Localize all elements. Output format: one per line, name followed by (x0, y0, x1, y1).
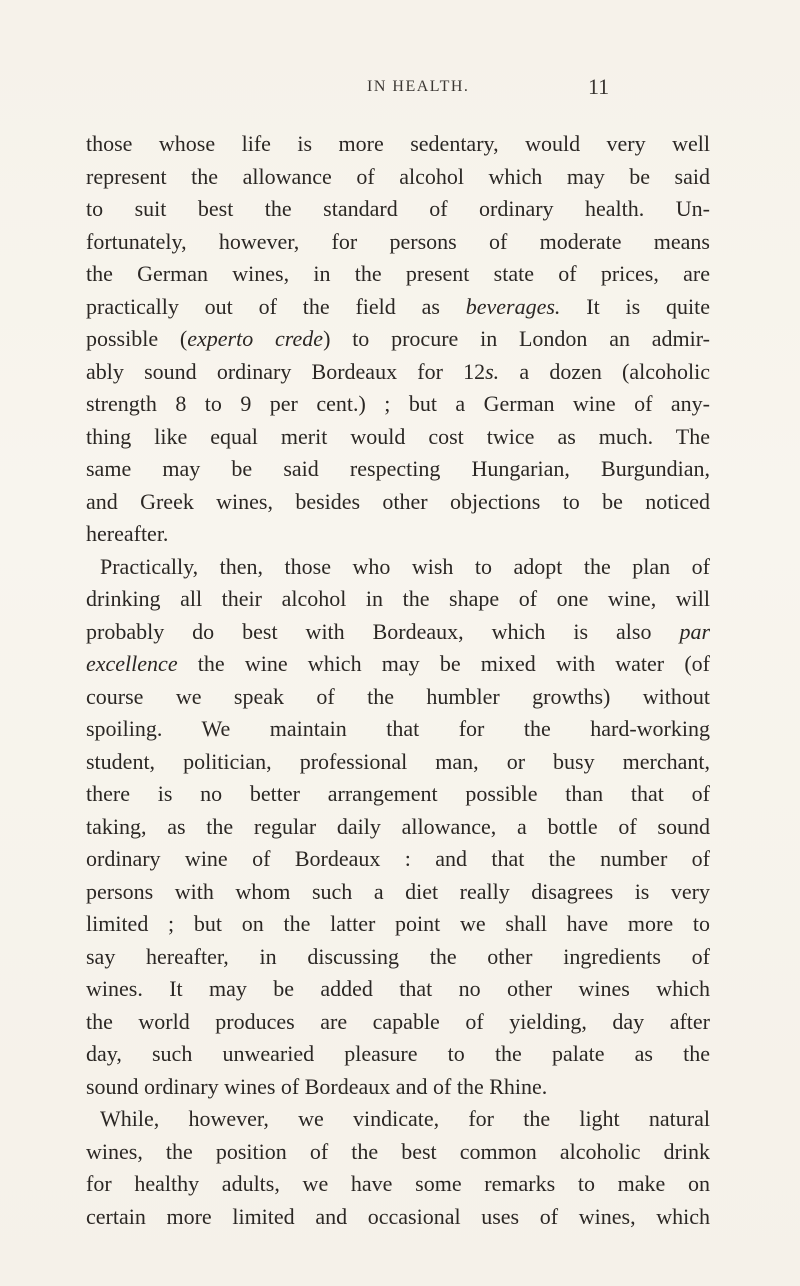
text-segment: probably do best with Bordeaux, which is also (86, 618, 680, 644)
text-line (86, 1038, 710, 1071)
text-line (86, 746, 710, 779)
text-line (86, 128, 710, 161)
text-segment: sound ordinary wines of Bordeaux and of the Rhine. (86, 1073, 548, 1099)
text-line (86, 551, 710, 584)
body-text (86, 128, 710, 1233)
text-line (86, 486, 710, 519)
italic-text-segment: beverages. (465, 293, 561, 319)
text-segment: those whose life is more sedentary, would very well (86, 131, 710, 156)
text-line (86, 583, 710, 616)
text-line (86, 193, 710, 226)
text-line (86, 291, 710, 324)
text-segment: student, politician, professional man, or busy merchant, (86, 748, 710, 774)
text-line (86, 941, 710, 974)
text-segment: hereafter. (86, 521, 169, 546)
text-line (86, 161, 710, 194)
text-segment: a dozen (alcoholic (499, 358, 710, 384)
italic-text-segment: s. (485, 358, 500, 384)
text-segment: strength 8 to 9 per cent.) ; but a German wine of any- (86, 391, 710, 416)
text-line (86, 356, 710, 389)
text-line (86, 226, 710, 259)
text-segment: the wine which may be mixed with water (of (177, 651, 710, 676)
text-line (86, 388, 710, 421)
text-line (86, 616, 710, 649)
text-segment: persons with whom such a diet really disagrees is very (86, 878, 710, 904)
text-line (86, 1136, 710, 1169)
text-segment: wines. It may be added that no other wines which (86, 976, 710, 1001)
text-segment: certain more limited and occasional uses of wines, which (86, 1203, 710, 1229)
page-header (0, 74, 800, 104)
text-segment: for healthy adults, we have some remarks to make on (86, 1171, 710, 1196)
text-segment: course we speak of the humbler growths) without (86, 683, 710, 709)
text-line (86, 1168, 710, 1201)
text-line (86, 778, 710, 811)
text-segment: It is quite (560, 293, 710, 319)
text-segment: spoiling. We maintain that for the hard-working (86, 716, 710, 741)
text-segment: day, such unwearied pleasure to the palate as the (86, 1041, 710, 1066)
text-line (86, 453, 710, 486)
text-line (86, 648, 710, 681)
text-line (86, 1103, 710, 1136)
text-line (86, 713, 710, 746)
text-line (86, 1201, 710, 1234)
text-segment: ordinary wine of Bordeaux : and that the number of (86, 846, 710, 871)
page-number: 11 (588, 74, 610, 99)
text-segment: drinking all their alcohol in the shape of one wine, will (86, 586, 710, 611)
text-line (86, 323, 710, 356)
text-line (86, 843, 710, 876)
italic-text-segment: excellence (86, 651, 178, 676)
text-segment: possible ( (86, 326, 188, 351)
text-segment: thing like equal merit would cost twice as much. The (86, 423, 710, 449)
text-segment: there is no better arrangement possible than that of (86, 781, 710, 806)
running-head: IN HEALTH. (367, 78, 470, 95)
text-line (86, 876, 710, 909)
text-segment: practically out of the field as (86, 293, 466, 319)
text-line (86, 811, 710, 844)
italic-text-segment: experto crede (187, 326, 324, 351)
text-segment: the world produces are capable of yielding, day after (86, 1008, 710, 1034)
text-segment: wines, the position of the best common alcoholic drink (86, 1138, 710, 1164)
text-segment: limited ; but on the latter point we shall have more to (86, 911, 710, 936)
text-segment: While, however, we vindicate, for the light natural (100, 1106, 710, 1131)
text-line (86, 681, 710, 714)
text-line (86, 421, 710, 454)
text-segment: ably sound ordinary Bordeaux for 12 (86, 358, 486, 384)
text-line (86, 518, 710, 551)
text-line (86, 1006, 710, 1039)
text-segment: and Greek wines, besides other objections to be noticed (86, 488, 710, 514)
text-segment: the German wines, in the present state of prices, are (86, 261, 710, 286)
text-segment: ) to procure in London an admir- (323, 326, 710, 351)
text-segment: fortunately, however, for persons of moderate means (86, 228, 710, 254)
text-segment: same may be said respecting Hungarian, Burgundian, (86, 456, 710, 481)
text-segment: to suit best the standard of ordinary health. Un- (86, 196, 710, 221)
text-line (86, 973, 710, 1006)
text-segment: say hereafter, in discussing the other ingredients of (86, 943, 710, 969)
text-segment: taking, as the regular daily allowance, a bottle of sound (86, 813, 710, 839)
text-line (86, 1071, 710, 1104)
text-line (86, 258, 710, 291)
text-segment: Practically, then, those who wish to adopt the plan of (100, 553, 710, 579)
italic-text-segment: par (679, 618, 710, 644)
text-segment: represent the allowance of alcohol which may be said (86, 163, 710, 189)
text-line (86, 908, 710, 941)
